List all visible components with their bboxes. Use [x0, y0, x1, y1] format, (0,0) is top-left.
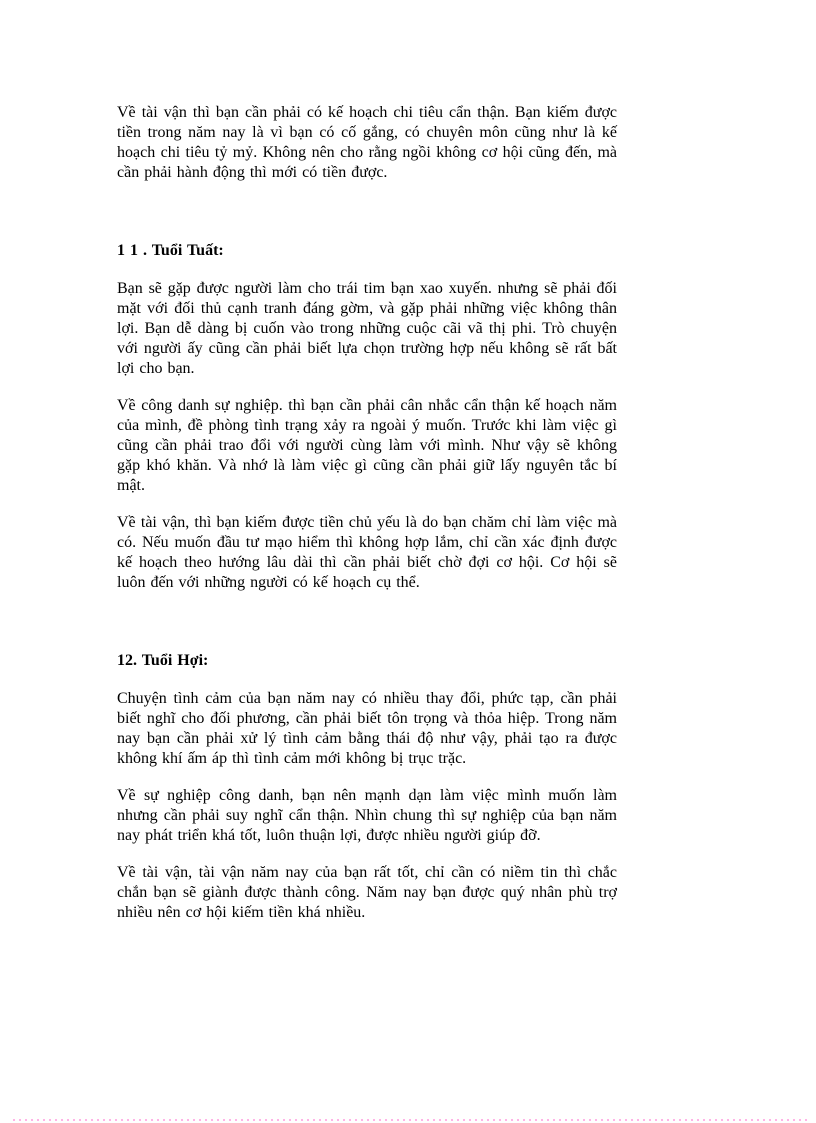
paragraph-tuoi-tuat-finance: Về tài vận, thì bạn kiếm được tiền chủ yếu là do bạn chăm chỉ làm việc mà có. Nếu muốn đầu tư mạo hiểm thì không hợp lắm, chỉ cần xác định được kế hoạch theo hướng lâu dài thì cần phải biết chờ đợi cơ hội. Cơ hội sẽ luôn đến với những người có kế hoạch cụ thể. — [117, 514, 617, 591]
page-footer-dotted-divider — [13, 1119, 807, 1121]
paragraph-tuoi-tuat-love: Bạn sẽ gặp được người làm cho trái tim bạn xao xuyến. nhưng sẽ phải đối mặt với đối thủ cạnh tranh đáng gờm, và gặp phải những việc không thân lợi. Bạn dễ dàng bị cuốn vào trong những cuộc cãi vã thị phi. Trò chuyện với người ấy cũng cần phải biết lựa chọn trường hợp nếu không sẽ rất bất lợi cho bạn. — [117, 280, 617, 377]
paragraph-tuoi-hoi-finance: Về tài vận, tài vận năm nay của bạn rất tốt, chỉ cần có niềm tin thì chắc chắn bạn sẽ giành được thành công. Năm nay bạn được quý nhân phù trợ nhiều nên cơ hội kiếm tiền khá nhiều. — [117, 864, 617, 921]
intro-paragraph: Về tài vận thì bạn cần phải có kế hoạch chi tiêu cẩn thận. Bạn kiếm được tiền trong năm nay là vì bạn có cố gắng, có chuyên môn cũng như là kế hoạch chi tiêu tỷ mỷ. Không nên cho rằng ngồi không cơ hội cũng đến, mà cần phải hành động thì mới có tiền được. — [117, 104, 617, 181]
paragraph-tuoi-tuat-career: Về công danh sự nghiệp. thì bạn cần phải cân nhắc cẩn thận kế hoạch năm của mình, đề phòng tình trạng xảy ra ngoài ý muốn. Trước khi làm việc gì cũng cần phải trao đổi với người cùng làm với mình. Như vậy sẽ không gặp khó khăn. Và nhớ là làm việc gì cũng cần phải giữ lấy nguyên tắc bí mật. — [117, 397, 617, 494]
paragraph-tuoi-hoi-career: Về sự nghiệp công danh, bạn nên mạnh dạn làm việc mình muốn làm nhưng cần phải suy nghĩ cẩn thận. Nhìn chung thì sự nghiệp của bạn năm nay phát triển khá tốt, luôn thuận lợi, được nhiều người giúp đỡ. — [117, 787, 617, 844]
document-body — [117, 103, 617, 940]
paragraph-tuoi-hoi-love: Chuyện tình cảm của bạn năm nay có nhiều thay đổi, phức tạp, cần phải biết nghĩ cho đối phương, cần phải biết tôn trọng và thỏa hiệp. Trong năm nay bạn cần phải xử lý tình cảm bằng thái độ như vậy, phải tạo ra được không khí ấm áp thì tình cảm mới không bị trục trặc. — [117, 690, 617, 767]
section-heading-tuoi-tuat: 1 1 . Tuổi Tuất: — [117, 242, 224, 259]
section-heading-tuoi-hoi: 12. Tuổi Hợi: — [117, 652, 209, 669]
